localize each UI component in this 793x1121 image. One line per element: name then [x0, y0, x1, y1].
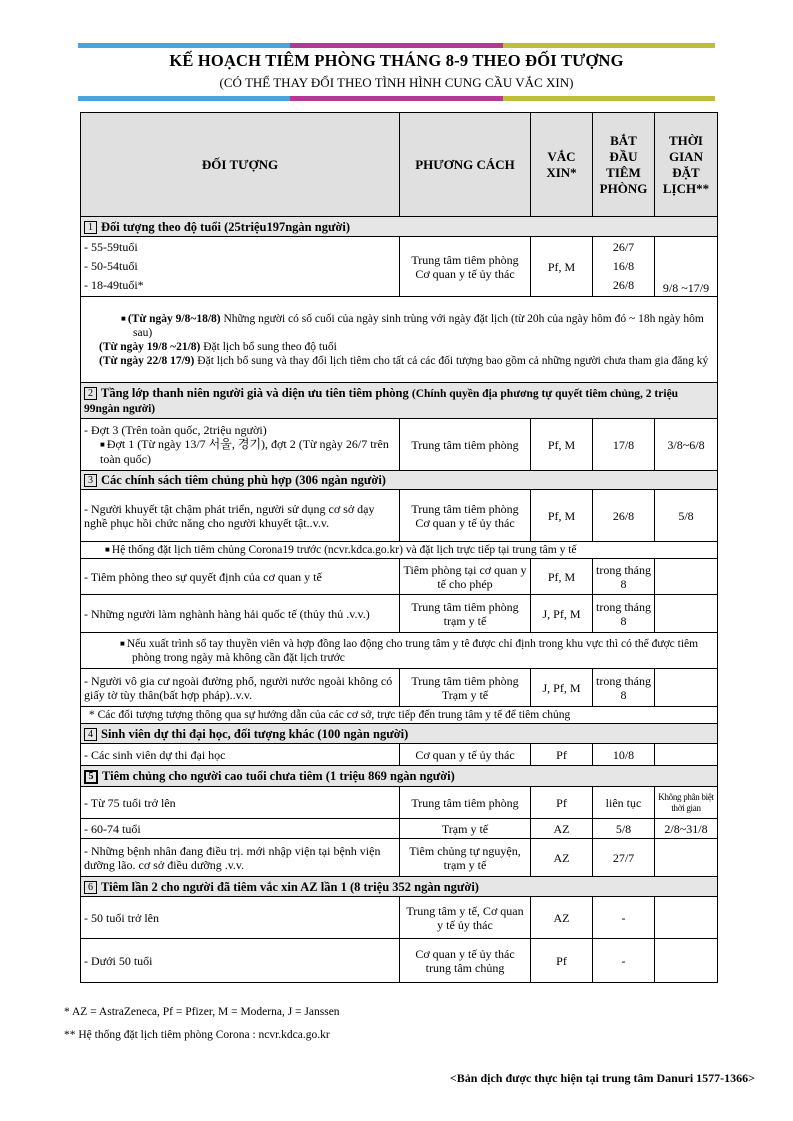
section-number: 3 [84, 474, 97, 487]
note-text: * Các đối tượng tượng thông qua sự hướng dẫn của các cơ sở, trực tiếp đến trung tâm y tế để tiêm chủng [81, 707, 718, 724]
table-row [81, 237, 718, 297]
table-row [81, 490, 718, 542]
section-number: 2 [84, 387, 97, 400]
section-header [81, 724, 718, 744]
method: Trung tâm tiêm phòng Trạm y tế [400, 669, 531, 707]
method: Cơ quan y tế ủy thác [415, 266, 515, 281]
target-text: - Các sinh viên dự thi đại học [81, 744, 400, 766]
note-text: Đặt lịch bổ sung theo độ tuổi [203, 340, 337, 353]
start-date: - [593, 939, 655, 983]
vaccine-cell: J, Pf, M [531, 595, 593, 633]
section-title: Các chính sách tiêm chủng phù hợp (306 ngàn người) [101, 473, 386, 487]
target-text: - Từ 75 tuổi trở lên [81, 787, 400, 819]
start-date: 10/8 [593, 744, 655, 766]
target-text: - Dưới 50 tuổi [81, 939, 400, 983]
table-row [81, 744, 718, 766]
start-date: trong tháng 8 [593, 595, 655, 633]
target-text: - Người khuyết tật chậm phát triển, người sử dụng cơ sở dạy nghề phục hồi chức năng cho người khuyết tật..v.v. [81, 490, 400, 542]
start-date: 26/8 [612, 278, 635, 292]
section-title: Sinh viên dự thi đại học, đối tượng khác (100 ngàn người) [101, 726, 409, 741]
section-title-note: (Chính quyền địa phương tự quyết tiêm chủng, 2 triệu 99ngàn người) [84, 387, 679, 415]
footnote-abbreviations: * AZ = AstraZeneca, Pf = Pfizer, M = Moderna, J = Janssen [64, 1006, 340, 1018]
bottom-color-bar [78, 96, 715, 101]
booking-period: 5/8 [655, 490, 718, 542]
page-title: KẾ HOẠCH TIÊM PHÒNG THÁNG 8-9 THEO ĐỐI TƯỢNG [169, 51, 624, 70]
age-group: - 18-49tuổi* [84, 278, 144, 292]
method: Trung tâm tiêm phòng [411, 501, 519, 516]
section-header [81, 766, 718, 787]
note-text: Hệ thống đặt lịch tiêm chủng Corona19 trước (ncvr.kdca.go.kr) và đặt lịch trực tiếp tại trung tâm y tế [111, 544, 577, 556]
booking-period: 9/8 ~17/9 [662, 281, 710, 295]
section-header [81, 383, 718, 419]
vaccine-cell: Pf [531, 744, 593, 766]
target-text: - Những bệnh nhân đang điều trị. mới nhập viện tại bệnh viện dưỡng lão. cơ sở điều dưỡng .v.v. [81, 839, 400, 877]
method: Trung tâm y tế, Cơ quan y tế ủy thác [400, 897, 531, 939]
vaccine-cell: AZ [531, 897, 593, 939]
section-title: Tầng lớp thanh niên người già và diện ưu tiên tiêm phòng [101, 385, 409, 400]
start-date: 26/8 [593, 490, 655, 542]
start-date: 5/8 [593, 819, 655, 839]
table-header-row [81, 113, 718, 217]
booking-period: Không phân biệt thời gian [655, 787, 718, 819]
section-header [81, 217, 718, 237]
start-date: 16/8 [612, 259, 635, 273]
section-header [81, 471, 718, 490]
method: Trạm y tế [400, 819, 531, 839]
header-start: BẮT ĐẦU TIÊM PHÒNG [593, 113, 655, 217]
vaccination-schedule-table [80, 112, 718, 983]
section-number: 4 [84, 728, 97, 741]
table-row [81, 939, 718, 983]
method: Trung tâm tiêm phòng [400, 419, 531, 471]
section-title: Tiêm chủng cho người cao tuổi chưa tiêm (1 triệu 869 ngàn người) [102, 768, 455, 783]
vaccine-cell: Pf, M [531, 490, 593, 542]
footnote-booking-system: ** Hệ thống đặt lịch tiêm phòng Corona : ncvr.kdca.go.kr [64, 1029, 330, 1041]
vaccine-cell: AZ [531, 819, 593, 839]
target-text: - Đợt 3 (Trên toàn quốc, 2triệu người) [84, 423, 267, 437]
vaccine-cell: Pf, M [531, 419, 593, 471]
start-date: - [593, 897, 655, 939]
note-text: Những người có số cuối của ngày sinh trùng với ngày đặt lịch (từ 20h của ngày hôm đó ~ 18h ngày hôm sau) [133, 312, 704, 339]
start-date: 17/8 [593, 419, 655, 471]
target-text: Đợt 1 (Từ ngày 13/7 서울, 경기), đợt 2 (Từ ngày 26/7 trên toàn quốc) [100, 437, 389, 466]
table-row [81, 819, 718, 839]
section-title: Tiêm lần 2 cho người đã tiêm vắc xin AZ lần 1 (8 triệu 352 ngàn người) [101, 879, 479, 894]
method: Tiêm chủng tự nguyện, trạm y tế [400, 839, 531, 877]
note-date: (Từ ngày 22/8 17/9) [99, 354, 195, 367]
note-row [81, 707, 718, 724]
target-text: - 50 tuổi trở lên [81, 897, 400, 939]
note-date: (Từ ngày 9/8~18/8) [127, 312, 221, 325]
note-row: ■ Hệ thống đặt lịch tiêm chủng Corona19 trước (ncvr.kdca.go.kr) và đặt lịch trực tiếp tại trung tâm y tế [81, 542, 718, 559]
note-row: ■ Nếu xuất trình sổ tay thuyền viên và hợp đồng lao động cho trung tâm y tê được chỉ định trong khu vực thì có thể được tiêm phòng trong ngày mà không cần đặt lịch trước [81, 633, 718, 669]
method: Trung tâm tiêm phòng [411, 252, 519, 267]
section-header [81, 877, 718, 897]
target-text: - Những người làm nghành hàng hải quốc tế (thủy thủ .v.v.) [81, 595, 400, 633]
table-row: - Đợt 3 (Trên toàn quốc, 2triệu người) ■ Đợt 1 (Từ ngày 13/7 서울, 경기), đợt 2 (Từ ngày 26/7 trên toàn quốc) Trung tâm tiêm phòng Pf, M 17/8 3/8~6/8 [81, 419, 718, 471]
target-text: - Tiêm phòng theo sự quyết định của cơ quan y tế [81, 559, 400, 595]
method: Trung tâm tiêm phòng trạm y tế [400, 595, 531, 633]
start-date: 26/7 [612, 240, 635, 254]
method: Trung tâm tiêm phòng [400, 787, 531, 819]
start-date: trong tháng 8 [593, 559, 655, 595]
method: Cơ quan y tế ủy thác [415, 515, 515, 530]
section-number: 5 [84, 770, 98, 784]
vaccine-cell: Pf, M [531, 237, 593, 297]
section-number: 6 [84, 881, 97, 894]
vaccine-cell: Pf [531, 787, 593, 819]
note-text: Đặt lịch bổ sung và thay đổi lịch tiêm cho tất cả các đối tượng bao gồm cả những người chưa tham gia đăng ký [197, 354, 709, 367]
page-subtitle: (CÓ THỂ THAY ĐỔI THEO TÌNH HÌNH CUNG CẦU VẮC XIN) [219, 75, 574, 90]
booking-period: 2/8~31/8 [655, 819, 718, 839]
header-method: PHƯƠNG CÁCH [400, 113, 531, 217]
section-number: 1 [84, 221, 97, 234]
table-row [81, 839, 718, 877]
section-title: Đối tượng theo độ tuổi (25triệu197ngàn người) [101, 219, 350, 234]
note-row: ■ (Từ ngày 9/8~18/8) Những người có số cuối của ngày sinh trùng với ngày đặt lịch (từ 20h của ngày hôm đó ~ 18h ngày hôm sau) (Từ ngày 19/8 ~21/8) Đặt lịch bổ sung theo độ tuổi (Từ ngày 22/8 17/9) Đặt lịch bổ sung và thay đổi lịch tiêm cho tất cả các đối tượng bao gồm cả những người chưa tham gia đăng ký [81, 297, 718, 383]
vaccine-cell: Pf, M [531, 559, 593, 595]
header-vaccine: VẮC XIN* [531, 113, 593, 217]
method: Cơ quan y tế ủy thác [400, 744, 531, 766]
table-row [81, 787, 718, 819]
vaccine-cell: J, Pf, M [531, 669, 593, 707]
method: Tiêm phòng tại cơ quan y tế cho phép [400, 559, 531, 595]
note-text: Nếu xuất trình sổ tay thuyền viên và hợp đồng lao động cho trung tâm y tê được chỉ định trong khu vực thì có thể được tiêm phòng trong ngày mà không cần đặt lịch trước [126, 637, 699, 664]
header-booking: THỜI GIAN ĐẶT LỊCH** [655, 113, 718, 217]
top-color-bar [78, 43, 715, 48]
table-row [81, 897, 718, 939]
target-text: - Người vô gia cư ngoài đường phố, người nước ngoài không có giấy tờ tùy thân(bất hợp pháp)..v.v. [81, 669, 400, 707]
table-row [81, 595, 718, 633]
start-date: 27/7 [593, 839, 655, 877]
header-target: ĐỐI TƯỢNG [81, 113, 400, 217]
age-group: - 50-54tuổi [84, 259, 138, 273]
vaccine-cell: Pf [531, 939, 593, 983]
age-group: - 55-59tuổi [84, 240, 138, 254]
translation-credit: <Bản dịch được thực hiện tại trung tâm Danuri 1577-1366> [449, 1071, 755, 1085]
table-row [81, 669, 718, 707]
target-text: - 60-74 tuổi [81, 819, 400, 839]
method: Cơ quan y tế ủy thác trung tâm chủng [400, 939, 531, 983]
booking-period: 3/8~6/8 [655, 419, 718, 471]
vaccine-cell: AZ [531, 839, 593, 877]
table-row [81, 559, 718, 595]
start-date: liên tục [593, 787, 655, 819]
start-date: trong tháng 8 [593, 669, 655, 707]
note-date: (Từ ngày 19/8 ~21/8) [99, 340, 201, 353]
